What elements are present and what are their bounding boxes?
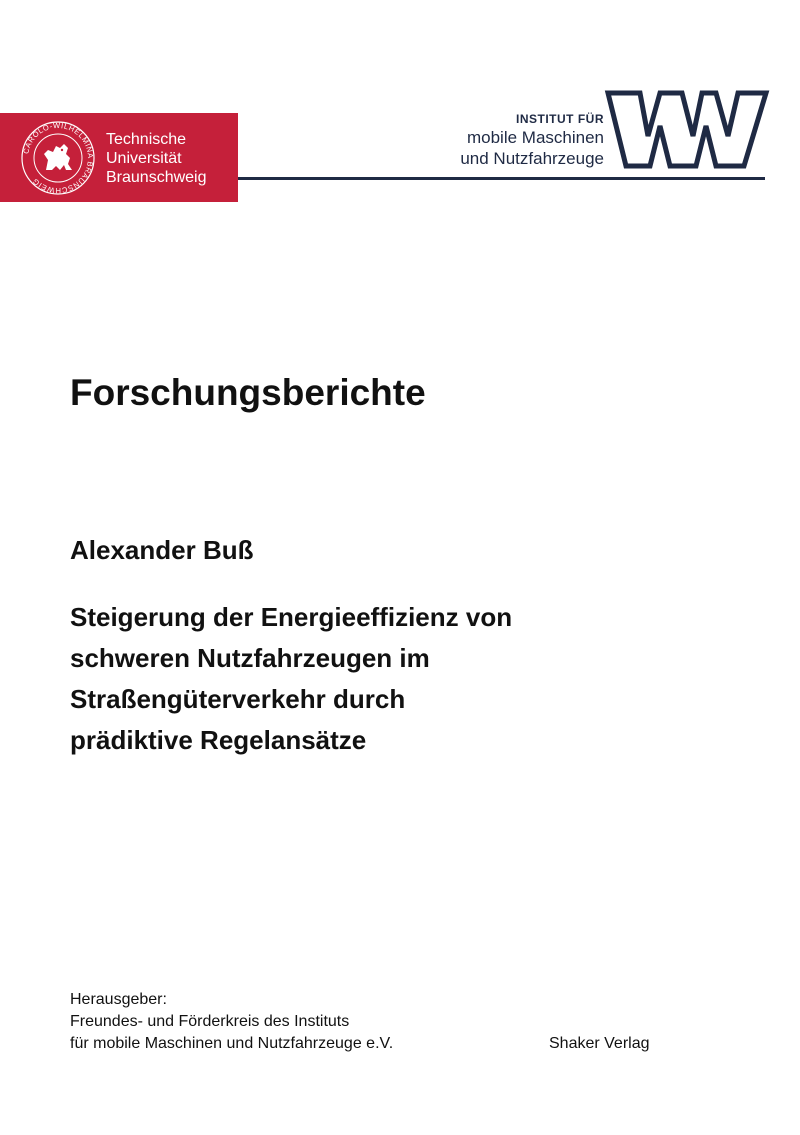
institute-logo-text: WW (604, 90, 606, 91)
institute-name-line: mobile Maschinen (466, 128, 604, 147)
institute-name (460, 112, 604, 169)
publisher-line: Herausgeber: (70, 991, 167, 1008)
book-title (70, 597, 512, 761)
institute-name-line: und Nutzfahrzeuge (460, 149, 604, 168)
university-name-line: Technische (106, 131, 187, 148)
publisher-line: für mobile Maschinen und Nutzfahrzeuge e.V. (70, 1035, 394, 1052)
header-rule (238, 177, 765, 180)
institute-logo-icon (604, 90, 770, 170)
publisher-info (70, 989, 393, 1055)
university-name-line: Universität (106, 150, 182, 167)
publisher-verlag: Shaker Verlag (549, 1035, 650, 1052)
series-title: Forschungsberichte (70, 372, 426, 413)
university-name (106, 130, 207, 187)
book-title-line: schweren Nutzfahrzeugen im (70, 643, 430, 673)
university-name-line: Braunschweig (106, 169, 207, 186)
institute-label: INSTITUT FÜR (516, 112, 604, 126)
seal-text: CAROLO-WILHELMINA BRAUNSCHWEIG (21, 120, 96, 196)
tu-braunschweig-logo (0, 113, 238, 202)
book-title-line: Steigerung der Energieeffizienz von (70, 602, 513, 632)
university-seal-icon (20, 120, 96, 196)
book-title-line: Straßengüterverkehr durch (70, 684, 406, 714)
publisher-line: Freundes- und Förderkreis des Instituts (70, 1013, 350, 1030)
author-name: Alexander Buß (70, 535, 254, 565)
book-title-line: prädiktive Regelansätze (70, 725, 367, 755)
